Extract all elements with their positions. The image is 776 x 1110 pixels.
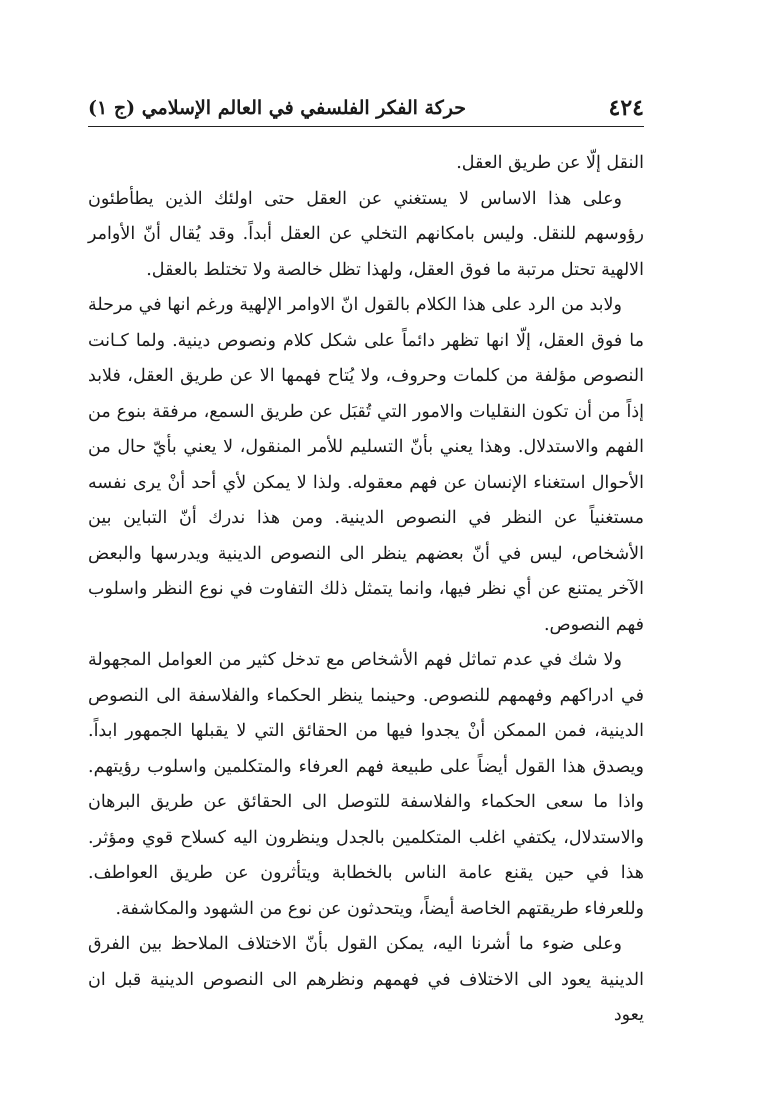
page-header <box>88 90 644 126</box>
body-text <box>88 146 644 1034</box>
paragraph: ولابد من الرد على هذا الكلام بالقول انّ الاوامر الإلهية ورغم انها في مرحلة ما فوق العقل، إلّا انها تظهر دائماً على شكل كلام ونصوص دينية. ولما كـانت النصوص مؤلفة من كلمات وحروف، ولا يُتاح فهمها الا عن طريق العقل، فلابد إذاً من أن تكون النقليات والامور التي تُقبَل عن طريق السمع، مرفقة بنوع من الفهم والاستدلال. وهذا يعني بأنّ التسليم للأمر المنقول، لا يعني بأيّ حال من الأحوال استغناء الإنسان عن فهم معقوله. ولذا لا يمكن لأي أحد أنْ يرى نفسه مستغنياً عن النظر في النصوص الدينية. ومن هذا ندرك أنّ التباين بين الأشخاص، ليس في أنّ بعضهم ينظر الى النصوص الدينية ويدرسها والبعض الآخر يمتنع عن أي نظر فيها، وانما يتمثل ذلك التفاوت في نوع النظر واسلوب فهم النصوص. <box>88 295 644 635</box>
paragraph: وعلى ضوء ما أشرنا اليه، يمكن القول بأنّ الاختلاف الملاحظ بين الفرق الدينية يعود الى الاختلاف في فهمهم ونظرهم الى النصوص الدينية قبل ان يعود <box>88 934 644 1025</box>
paragraph: النقل إلّا عن طريق العقل. <box>456 153 644 173</box>
running-title: حركة الفكر الفلسفي في العالم الإسلامي (ج ١) <box>88 97 467 119</box>
paragraph: ولا شك في عدم تماثل فهم الأشخاص مع تدخل كثير من العوامل المجهولة في ادراكهم وفهمهم للنصوص. وحينما ينظر الحكماء والفلاسفة الى النصوص الدينية، فمن الممكن أنْ يجدوا فيها من الحقائق التي لا يقبلها الجمهور ابداً. ويصدق هذا القول أيضاً على طبيعة فهم العرفاء والمتكلمين واسلوب رؤيتهم. واذا ما سعى الحكماء والفلاسفة للتوصل الى الحقائق عن طريق البرهان والاستدلال، يكتفي اغلب المتكلمين بالجدل وينظرون اليه كسلاح قوي ومؤثر. هذا في حين يقنع عامة الناس بالخطابة ويتأثرون عن طريق العواطف. وللعرفاء طريقتهم الخاصة أيضاً، ويتحدثون عن نوع من الشهود والمكاشفة. <box>88 650 644 919</box>
page-number: ٤٢٤ <box>608 95 644 121</box>
header-rule <box>88 126 644 127</box>
paragraph: وعلى هذا الاساس لا يستغني عن العقل حتى اولئك الذين يطأطئون رؤوسهم للنقل. وليس بامكانهم التخلي عن العقل أبداً. وقد يُقال أنّ الأوامر الالهية تحتل مرتبة ما فوق العقل، ولهذا تظل خالصة ولا تختلط بالعقل. <box>88 188 644 280</box>
